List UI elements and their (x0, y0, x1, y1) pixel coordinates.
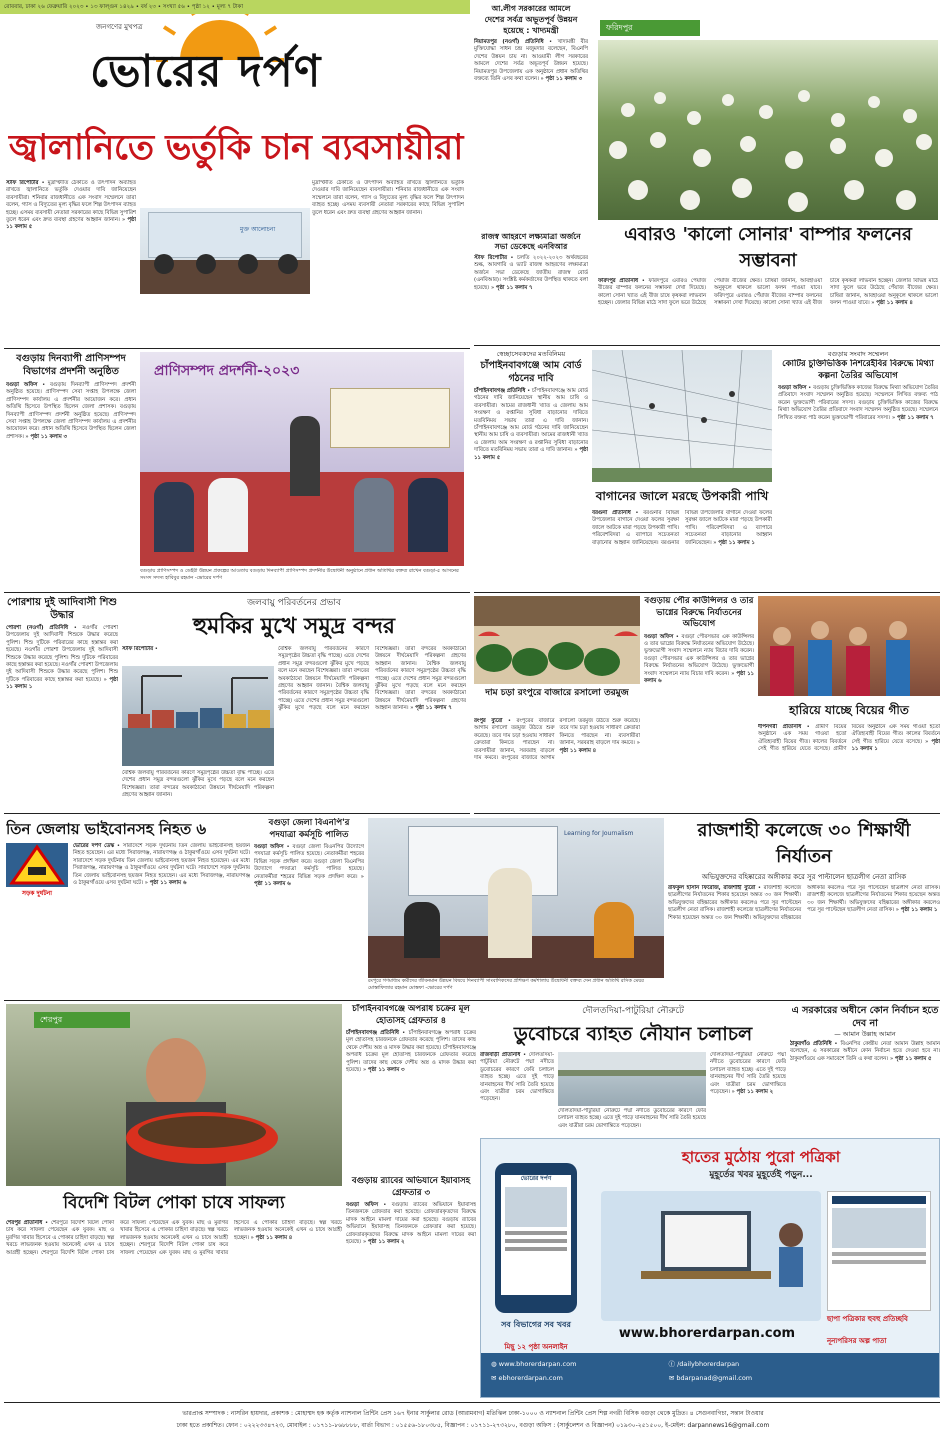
byline: পোরশা (নওগাঁ) প্রতিনিধি (6, 625, 69, 631)
ad-mail-link[interactable]: bdarpanad@gmail.com (676, 1374, 753, 1382)
photo-credit: -ভোরের দর্পণ (194, 574, 222, 581)
divider (4, 1402, 940, 1403)
masthead (0, 14, 470, 118)
continue-marker: » (360, 873, 364, 880)
watermelon-icon (474, 596, 640, 684)
continue-marker: » (250, 1234, 256, 1241)
date-line: রোববার, ঢাকা ২৬ ফেব্রুয়ারি ২০২৩ • ১৩ ফাল্গুন ১৪২৯ • বর্ষ ২৩ • সংখ্যা ৫৬ • পৃষ্ঠা ১২ • মূল্য ৭ টাকা (4, 4, 244, 10)
rajshahi-body: রফিকুল হাসান ফিরোজ, রাজশাহী ব্যুরো • রাজশাহী কলেজে ছাত্রলীগের নির্যাতনের শিকার হয়েছেন অন্তত ৩০ জন শিক্ষার্থী। অভিযুক্তদের বহিষ্কারের অঙ্গীকার করলেও পরে সুর পাল্টেছেন ছাত্রলীগ নেতা রাসিক। রাজশাহী কলেজে ছাত্রলীগের নির্যাতনের শিকার হয়েছেন অন্তত ৩০ জন শিক্ষার্থী। অভিযুক্তদের বহিষ্কারের অঙ্গীকার করলেও পরে সুর পাল্টেছেন ছাত্রলীগ নেতা রাসিক। রাজশাহী কলেজে ছাত্রলীগের নির্যাতনের শিকার হয়েছেন অন্তত ৩০ জন শিক্ষার্থী। অভিযুক্তদের বহিষ্কারের অঙ্গীকার করলেও পরে সুর পাল্টেছেন ছাত্রলীগ নেতা রাসিক। » পৃষ্ঠা ১১ কলাম ১ (668, 885, 940, 921)
epaper-ad[interactable] (480, 1138, 940, 1398)
climate-body-c (122, 770, 274, 810)
divider (4, 813, 470, 814)
election-headline: এ সরকারের অধীনে কোন নির্বাচন হতে দেব না (791, 1005, 939, 1029)
awami-kicker: আ.লীগ সরকারের আমলে (491, 4, 571, 13)
mango-story (474, 350, 588, 590)
watermelon-photo (474, 596, 640, 684)
divider (4, 1000, 940, 1001)
byline: স্টাফ রিপোর্টার (6, 180, 39, 186)
story-text: ফরিদপুরে এবারও পেঁয়াজ বীজের বাম্পার ফলনের সম্ভাবনা দেখা দিয়েছে। কালো সোনা খ্যাত এই বীজ চাষে কৃষকরা লাভবান হচ্ছেন। জেলার বিভিন্ন মাঠে সাদা ফুলে ভরে উঠেছে পেঁয়াজ বীজের ক্ষেত। চাষিরা জানান, আবহাওয়া অনুকূলে থাকলে ভালো ফলন পাওয়া যাবে। (598, 278, 822, 307)
continue-page: পৃষ্ঠা ১১ কলাম ৪ (255, 1234, 293, 1241)
ad-contacts (481, 1353, 939, 1397)
story-text: গ্রামীণ বিয়ের অনুষ্ঠানে এক সময় গাওয়া হতো ঐতিহ্যবাহী বিয়ের গীত। কালের বিবর্তনে সেই গীত হারিয়ে যেতে বসেছে। (833, 724, 940, 753)
nbr-story (474, 232, 588, 344)
continue-page: পৃষ্ঠা ১১ কলাম ১ (900, 907, 938, 914)
continue-marker: » (731, 1089, 737, 1096)
reader-laptop-icon (601, 1191, 821, 1321)
byline: বগুড়া অফিস (778, 385, 807, 391)
watermelon-headline: দাম চড়া রংপুরে বাজারে রসালো তরমুজ (485, 688, 629, 698)
continue-page: পৃষ্ঠা ১১ কলাম ২ (367, 1239, 405, 1246)
birds-photo (592, 350, 772, 482)
birds-headline: বাগানের জালে মরছে উপকারী পাখি (595, 489, 769, 503)
story-text: ফরিদপুরে এবারও পেঁয়াজ বীজের বাম্পার ফলনের সম্ভাবনা দেখা দিয়েছে। কালো সোনা খ্যাত এই বীজ চাষে কৃষকরা লাভবান হচ্ছেন। জেলার বিভিন্ন মাঠে সাদা ফুলে ভরে উঠেছে পেঁয়াজ বীজের ক্ষেত। চাষিরা জানান, আবহাওয়া অনুকূলে থাকলে ভালো ফলন পাওয়া যাবে। (714, 278, 938, 307)
continue-page: পৃষ্ঠা ১১ কলাম ৭ (495, 284, 533, 291)
ferry-body-c (710, 1052, 786, 1132)
byline: স্টাফ রিপোর্টার (122, 646, 154, 652)
continue-page: পৃষ্ঠা ১১ কলাম ৭ (896, 414, 934, 421)
continue-page: পৃষ্ঠা ১১ কলাম ৫ (474, 447, 588, 461)
ad-note-1: ছাপা পত্রিকার হুবহু প্রতিচ্ছবি (827, 1315, 908, 1323)
divider (4, 592, 470, 593)
faridpur-body: ফরিদপুর প্রতিনিধি • ফরিদপুরে এবারও পেঁয়াজ বীজের বাম্পার ফলনের সম্ভাবনা দেখা দিয়েছে। কালো সোনা খ্যাত এই বীজ চাষে কৃষকরা লাভবান হচ্ছেন। জেলার বিভিন্ন মাঠে সাদা ফুলে ভরে উঠেছে পেঁয়াজ বীজের ক্ষেত। চাষিরা জানান, আবহাওয়া অনুকূলে থাকলে ভালো ফলন পাওয়া যাবে। ফরিদপুরে এবারও পেঁয়াজ বীজের বাম্পার ফলনের সম্ভাবনা দেখা দিয়েছে। কালো সোনা খ্যাত এই বীজ চাষে কৃষকরা লাভবান হচ্ছেন। জেলার বিভিন্ন মাঠে সাদা ফুলে ভরে উঠেছে পেঁয়াজ বীজের ক্ষেত। চাষিরা জানান, আবহাওয়া অনুকূলে থাকলে ভালো ফলন পাওয়া যাবে। » পৃষ্ঠা ১১ কলাম ৪ (598, 278, 938, 307)
accident-headline: তিন জেলায় ভাইবোনসহ নিহত ৬ (6, 820, 207, 838)
byline: চাঁপাইনবাবগঞ্জ প্রতিনিধি (346, 1030, 399, 1036)
lead-photo-sign: মুক্ত আলোচনা (240, 226, 276, 233)
mail-icon: ✉ (491, 1374, 499, 1382)
story-text: বরগুনার বিভিন্ন উপজেলার বাগানে দেওয়া ফলের সুরক্ষা জালে আটকে মারা পড়ছে উপকারী পাখি। পরিবেশবিদরা এ ব্যাপারে সচেতনতা বাড়ানোর আহ্বান জানিয়েছেন। (660, 510, 772, 546)
ad-url[interactable]: www.bhorerdarpan.com (618, 1326, 796, 1341)
bnp-body: বগুড়া অফিস • বগুড়া জেলা বিএনপির উদ্যোগে পদযাত্রা কর্মসূচি পালিত হয়েছে। নেতাকর্মীরা শহরের বিভিন্ন সড়ক প্রদক্ষিণ করে। বগুড়া জেলা বিএনপির উদ্যোগে পদযাত্রা কর্মসূচি পালিত হয়েছে। নেতাকর্মীরা শহরের বিভিন্ন সড়ক প্রদক্ষিণ করে। » পৃষ্ঠা ১১ কলাম ৬ (254, 844, 364, 888)
story-text: বগুড়া জেলা বিএনপির উদ্যোগে পদযাত্রা কর্মসূচি পালিত হয়েছে। নেতাকর্মীরা শহরের বিভিন্ন সড়ক প্রদক্ষিণ করে। (254, 858, 364, 880)
imprint-footer (6, 1408, 940, 1448)
story-text: বরগুনার বিভিন্ন উপজেলার বাগানে দেওয়া ফলের সুরক্ষা জালে আটকে মারা পড়ছে উপকারী পাখি। পরিবেশবিদরা এ ব্যাপারে সচেতনতা বাড়ানোর আহ্বান জানিয়েছেন। (592, 510, 679, 546)
climate-headline: হুমকির মুখে সমুদ্র বন্দর (193, 614, 395, 639)
continue-page: পৃষ্ঠা ১১ কলাম ৬ (254, 881, 291, 888)
continue-marker: » (925, 738, 932, 745)
continue-marker: » (490, 284, 496, 291)
ad-page-badge: মিছু ১২ পৃষ্ঠা অনলাইন (504, 1343, 568, 1351)
section-label: শেরপুর (40, 1015, 63, 1024)
byline: শেরপুর প্রতিনিধি (6, 1220, 43, 1226)
continue-page: পৃষ্ঠা ১১ কলাম ৩ (367, 1067, 405, 1074)
bogura-press-body: বগুড়া অফিস • বগুড়ায় চুক্তিভিত্তিক কাজের বিরুদ্ধে মিথ্যা অভিযোগ তৈরির প্রতিবাদে সংবাদ সম্মেলন অনুষ্ঠিত হয়েছে। সম্মেলনে লিখিত বক্তব্য পাঠ করেন ভুক্তভোগী পরিবারের সদস্য। বগুড়ায় চুক্তিভিত্তিক কাজের বিরুদ্ধে মিথ্যা অভিযোগ তৈরির প্রতিবাদে সংবাদ সম্মেলন অনুষ্ঠিত হয়েছে। সম্মেলনে লিখিত বক্তব্য পাঠ করেন ভুক্তভোগী পরিবারের সদস্য। » পৃষ্ঠা ১১ কলাম ৭ (778, 385, 938, 421)
continue-marker: » (895, 907, 901, 914)
continue-marker: » (892, 414, 897, 421)
election-story (790, 1004, 940, 1134)
rajshahi-story (668, 818, 940, 994)
workshop-caption (368, 978, 664, 998)
continue-page: পৃষ্ঠা ১১ কলাম ২ (736, 1089, 774, 1096)
awami-body: নিয়ামতপুর (নওগাঁ) প্রতিনিধি • খাদ্যমন্ত্রী বীর মুক্তিযোদ্ধা সাধন চন্দ্র মজুমদার বলেছেন, বিএনপি দেশের উন্নয়ন চায় না। আওয়ামী লীগ সরকারের আমলে দেশের সর্বত্র অভূতপূর্ব উন্নয়ন হয়েছে। নিয়ামতপুর উপজেলায় এক অনুষ্ঠানে প্রধান অতিথির বক্তব্যে তিনি এসব কথা বলেন। » পৃষ্ঠা ১১ কলাম ৩ (474, 39, 588, 83)
climate-body-b (190, 646, 274, 666)
story-text: সারাদেশে সড়ক দুর্ঘটনায় তিন জেলায় ভাইবোনসহ ছয়জন নিহত হয়েছেন। এর মধ্যে সিরাজগঞ্জ, নারায়ণগঞ্জ ও ঠাকুরগাঁওয়ে এসব দুর্ঘটনা ঘটে। (73, 865, 250, 887)
expo-banner: প্রাণিসম্পদ প্রদর্শনী-২০২৩ (154, 363, 300, 379)
story-text: শেরপুরে বিদেশি বিটল পোকা চাষ করে সাফল্য পেয়েছেন এক যুবক। মাছ ও মুরগির খাবার হিসেবে এ পোকার চাহিদা বাড়ছে। স্বল্প খরচে লাভজনক হওয়ায় অনেকেই এখন এ চাষে আগ্রহী হচ্ছেন। (40, 1220, 228, 1256)
continue-page: পৃষ্ঠা ১১ কলাম ৬ (644, 670, 754, 684)
continue-marker: » (889, 1055, 895, 1062)
continue-page: পৃষ্ঠা ১১ কলাম ৪ (876, 300, 913, 307)
story-text: সারাদেশে সড়ক দুর্ঘটনায় তিন জেলায় ভাইবোনসহ ছয়জন নিহত হয়েছেন। এর মধ্যে সিরাজগঞ্জ, নারায়ণগঞ্জ ও ঠাকুরগাঁওয়ে এসব দুর্ঘটনা ঘটে। (73, 843, 250, 857)
sherpur-headline: বিদেশি বিটল পোকা চাষে সাফল্য (63, 1193, 285, 1213)
globe-icon: ◍ (491, 1360, 499, 1368)
climate-body-a: স্টাফ রিপোর্টার • (122, 646, 158, 652)
awami-headline: দেশের সর্বত্র অভূতপূর্ব উন্নয়ন হয়েছে : খাদ্যমন্ত্রী (484, 15, 578, 35)
story-text: মুদ্রাস্ফীতি ঠেকাতে ও উৎপাদন অব্যাহত রাখতে জ্বালানিতে ভর্তুকি দেওয়ার দাবি জানিয়েছেন ব্যবসায়ীরা। শনিবার রাজধানীতে এক সংবাদ সম্মেলনে তারা বলেন, গ্যাস ও বিদ্যুতের মূল্য বৃদ্ধির ফলে শিল্প উৎপাদন ব্যাহত হচ্ছে। এসময় ব্যবসায়ী নেতারা সরকারের কাছে বিভিন্ন সুপারিশ তুলে ধরেন এবং দ্রুত ব্যবস্থা গ্রহণের আহ্বান জানান। (6, 180, 136, 224)
byline: রাজবাড়ী প্রতিনিধি (480, 1052, 521, 1058)
continue-marker: » (144, 880, 150, 887)
byline: ভোরের দর্পণ ডেস্ক (73, 843, 115, 849)
ad-title: হাতের মুঠোয় পুরো পত্রিকা (681, 1148, 841, 1166)
phone-paper-brand: ভোরের দর্পণ (520, 1175, 552, 1182)
story-text: বিএনপির কেন্দ্রীয় নেতা আমান উল্লাহ আমান বলেছেন, এ সরকারের অধীনে কোন নির্বাচন হতে দেওয়া হবে না। ঠাকুরগাঁওয়ে এক সমাবেশে তিনি এ কথা বলেন। (790, 1041, 940, 1062)
accident-body: সড়ক দুর্ঘটনা ভোরের দর্পণ ডেস্ক • সারাদেশে সড়ক দুর্ঘটনায় তিন জেলায় ভাইবোনসহ ছয়জন নিহত হয়েছেন। এর মধ্যে সিরাজগঞ্জ, নারায়ণগঞ্জ ও ঠাকুরগাঁওয়ে এসব দুর্ঘটনা ঘটে। সারাদেশে সড়ক দুর্ঘটনায় তিন জেলায় ভাইবোনসহ ছয়জন নিহত হয়েছেন। এর মধ্যে সিরাজগঞ্জ, নারায়ণগঞ্জ ও ঠাকুরগাঁওয়ে এসব দুর্ঘটনা ঘটে। সারাদেশে সড়ক দুর্ঘটনায় তিন জেলায় ভাইবোনসহ ছয়জন নিহত হয়েছেন। এর মধ্যে সিরাজগঞ্জ, নারায়ণগঞ্জ ও ঠাকুরগাঁওয়ে এসব দুর্ঘটনা ঘটে। » পৃষ্ঠা ১১ কলাম ৬ (6, 843, 250, 993)
continue-page: পৃষ্ঠা ১১ কলাম ৫ (6, 217, 136, 231)
story-text: চাঁপাইনবাবগঞ্জে অপরাধ চক্রের মূল হোতাসহ চারজনকে গ্রেফতার করেছে পুলিশ। তাদের কাছ থেকে দেশীয় অস্ত্র ও মাদক উদ্ধার করা হয়েছে। (346, 1030, 476, 1051)
continue-page: পৃষ্ঠা ১১ কলাম ৩ (545, 76, 583, 83)
continue-marker: » (713, 539, 719, 546)
women-singing-icon (758, 596, 940, 696)
story-text: চাঁপাইনবাবগঞ্জে আম বোর্ড গঠনের দাবি জানিয়েছেন স্থানীয় আম চাষি ও ব্যবসায়ীরা। আমের রাজধানী খ্যাত এ জেলায় আম সংরক্ষণ ও রপ্তানির সুবিধা বাড়ানোর দাবিতে মতবিনিময় সভায় তারা এ দাবি জানান। (474, 388, 588, 424)
story-text: বগুড়া জেলা বিএনপির উদ্যোগে পদযাত্রা কর্মসূচি পালিত হয়েছে। নেতাকর্মীরা শহরের বিভিন্ন সড়ক প্রদক্ষিণ করে। (254, 844, 364, 865)
rajshahi-headline: রাজশাহী কলেজে ৩০ শিক্ষার্থী নির্যাতন (697, 820, 911, 867)
sherpur-photo (6, 1004, 342, 1186)
ad-facebook-link[interactable]: /dailybhorerdarpan (677, 1360, 740, 1368)
continue-page: পৃষ্ঠা ১১ কলাম ৩ (30, 433, 67, 440)
continue-page: পৃষ্ঠা ১১ কলাম ৬ (149, 880, 187, 887)
beetle-farmer-icon (6, 1004, 342, 1186)
byline: স্টাফ রিপোর্টার (474, 255, 507, 261)
continue-marker: » (362, 1067, 368, 1074)
story-text: নওগাঁর পোরশা উপজেলায় দুই আদিবাসী শিশুকে উদ্ধার করেছে পুলিশ। শিশু দুটিকে পরিবারের কাছে হস্তান্তর করা হয়েছে। (6, 662, 118, 683)
ad-note-3: নূন্যপরিসর অল্প পাতা (827, 1337, 887, 1345)
continue-marker: » (362, 1239, 368, 1246)
bogura-expo-body: বগুড়া অফিস • বগুড়ায় দিনব্যাপী প্রাণিসম্পদ প্রদর্শনী অনুষ্ঠিত হয়েছে। প্রাণিসম্পদ সেবা সপ্তাহ উপলক্ষে জেলা প্রাণিসম্পদ কার্যালয় এ প্রদর্শনীর আয়োজন করে। প্রধান অতিথি হিসেবে উপস্থিত ছিলেন জেলা প্রশাসক। বগুড়ায় দিনব্যাপী প্রাণিসম্পদ প্রদর্শনী অনুষ্ঠিত হয়েছে। প্রাণিসম্পদ সেবা সপ্তাহ উপলক্ষে জেলা প্রাণিসম্পদ কার্যালয় এ প্রদর্শনীর আয়োজন করে। প্রধান অতিথি হিসেবে উপস্থিত ছিলেন জেলা প্রশাসক। » পৃষ্ঠা ১১ কলাম ৩ (6, 382, 136, 440)
lead-photo (140, 208, 310, 294)
continue-page: পৃষ্ঠা ১১ কলাম ৫ (894, 1055, 932, 1062)
lead-body-col2 (312, 180, 464, 350)
councillor-headline: বগুড়ায় পৌর কাউন্সিলর ও তার ভাগ্নের বিরুদ্ধে নির্যাতনের অভিযোগ (644, 596, 754, 629)
bogura-expo-story (6, 352, 136, 592)
ferry-headline: ডুবোচরে ব্যাহত নৌযান চলাচল (513, 1023, 753, 1045)
byline: নিয়ামতপুর (নওগাঁ) প্রতিনিধি (474, 39, 544, 45)
continue-marker: » (410, 705, 416, 712)
story-text: বৈশ্বিক জলবায়ু পরিবর্তনের কারণে সমুদ্রপৃষ্ঠের উচ্চতা বৃদ্ধি পাচ্ছে। এতে দেশের প্রধান সমুদ্র বন্দরগুলো ঝুঁকির মুখে পড়ছে বলে মনে করছেন বিশেষজ্ঞরা। তারা বন্দরের অবকাঠামো উন্নয়নে দীর্ঘমেয়াদি পরিকল্পনা গ্রহণের আহ্বান জানান। (278, 646, 369, 690)
story-text: বগুড়ায় র‌্যাবের অভিযানে ইয়াবাসহ তিনজনকে গ্রেফতার করা হয়েছে। গ্রেফতারকৃতদের বিরুদ্ধে মাদক আইনে মামলা দায়ের করা হয়েছে। (346, 1216, 476, 1246)
continue-page: পৃষ্ঠা ১১ কলাম ১ (6, 676, 118, 691)
continue-page: পৃষ্ঠা ১১ কলাম ৭ (415, 705, 452, 712)
continue-marker: » (574, 447, 580, 454)
election-subhead: — আমান উল্লাহ আমান (834, 1030, 896, 1038)
story-text: বগুড়ায় চুক্তিভিত্তিক কাজের বিরুদ্ধে মিথ্যা অভিযোগ তৈরির প্রতিবাদে সংবাদ সম্মেলন অনুষ্ঠিত হয়েছে। সম্মেলনে লিখিত বক্তব্য পাঠ করেন ভুক্তভোগী পরিবারের সদস্য। (778, 399, 938, 421)
nbr-headline: রাজস্ব আহরণে লক্ষ্যমাত্রা অর্জনে সভা ডেকেছে এনবিআর (481, 232, 581, 251)
wedding-headline: হারিয়ে যাচ্ছে বিয়ের গীত (789, 703, 909, 717)
continue-marker: » (871, 300, 877, 307)
porsha-headline: পোরশায় দুই আদিবাসী শিশু উদ্ধার (7, 597, 117, 621)
story-text: সারাদেশে সড়ক দুর্ঘটনায় তিন জেলায় ভাইবোনসহ ছয়জন নিহত হয়েছেন। এর মধ্যে সিরাজগঞ্জ, নারায়ণগঞ্জ ও ঠাকুরগাঁওয়ে এসব দুর্ঘটনা ঘটে। (73, 857, 250, 872)
photo-credit: -ভোরের দর্পণ (425, 984, 453, 991)
bogura-expo-headline: বগুড়ায় দিনব্যাপী প্রাণিসম্পদ বিভাগের প্রদর্শনী অনুষ্ঠিত (16, 353, 126, 377)
chapai-crime-story (346, 1004, 476, 1172)
story-text: নওগাঁর পোরশা উপজেলায় দুই আদিবাসী শিশুকে উদ্ধার করেছে পুলিশ। শিশু দুটিকে পরিবারের কাছে হস্তান্তর করা হয়েছে। (6, 625, 118, 654)
masthead-tagline: জনগণের মুখপত্র (96, 23, 143, 31)
divider (474, 592, 940, 593)
bogura-press-kicker: বগুড়ায় সংবাদ সম্মেলন (827, 350, 889, 358)
story-text: বৈশ্বিক জলবায়ু পরিবর্তনের কারণে সমুদ্রপৃষ্ঠের উচ্চতা বৃদ্ধি পাচ্ছে। এতে দেশের প্রধান সমুদ্র বন্দরগুলো ঝুঁকির মুখে পড়ছে বলে মনে করছেন বিশেষজ্ঞরা। তারা বন্দরের অবকাঠামো উন্নয়নে দীর্ঘমেয়াদি পরিকল্পনা গ্রহণের আহ্বান জানান। (375, 660, 466, 712)
lead-body: স্টাফ রিপোর্টার • মুদ্রাস্ফীতি ঠেকাতে ও উৎপাদন অব্যাহত রাখতে জ্বালানিতে ভর্তুকি দেওয়ার দাবি জানিয়েছেন ব্যবসায়ীরা। শনিবার রাজধানীতে এক সংবাদ সম্মেলনে তারা বলেন, গ্যাস ও বিদ্যুতের মূল্য বৃদ্ধির ফলে শিল্প উৎপাদন ব্যাহত হচ্ছে। এসময় ব্যবসায়ী নেতারা সরকারের কাছে বিভিন্ন সুপারিশ তুলে ধরেন এবং দ্রুত ব্যবস্থা গ্রহণের আহ্বান জানান। » পৃষ্ঠা ১১ কলাম ৫ (6, 180, 136, 231)
story-text: রাজশাহী কলেজে ছাত্রলীগের নির্যাতনের শিকার হয়েছেন অন্তত ৩০ জন শিক্ষার্থী। অভিযুক্তদের বহিষ্কারের অঙ্গীকার করলেও পরে সুর পাল্টেছেন ছাত্রলীগ নেতা রাসিক। (668, 885, 940, 921)
faridpur-headline: এবারও 'কালো সোনার' বাম্পার ফলনের সম্ভাবনা (624, 224, 912, 271)
story-text: নওগাঁর পোরশা উপজেলায় দুই আদিবাসী শিশুকে উদ্ধার করেছে পুলিশ। শিশু দুটিকে পরিবারের কাছে হস্তান্তর করা হয়েছে। (6, 647, 118, 669)
continue-page: পৃষ্ঠা ১১ কলাম ১ (851, 738, 940, 753)
byline: ফরিদপুর প্রতিনিধি (598, 278, 639, 284)
facebook-icon: ⓕ (668, 1360, 678, 1368)
continue-page: পৃষ্ঠা ১১ কলাম ৪ (559, 747, 597, 754)
ad-email-link[interactable]: ebhorerdarpan.com (498, 1374, 563, 1382)
story-text: রাজশাহী কলেজে ছাত্রলীগের নির্যাতনের শিকার হয়েছেন অন্তত ৩০ জন শিক্ষার্থী। অভিযুক্তদের বহিষ্কারের অঙ্গীকার করলেও পরে সুর পাল্টেছেন ছাত্রলীগ নেতা রাসিক। (668, 885, 802, 914)
councillor-story (644, 596, 754, 810)
road-accident-icon (6, 843, 68, 887)
bnp-story (254, 818, 364, 994)
election-body: ঠাকুরগাঁও প্রতিনিধি • বিএনপির কেন্দ্রীয় নেতা আমান উল্লাহ আমান বলেছেন, এ সরকারের অধীনে কোন নির্বাচন হতে দেওয়া হবে না। ঠাকুরগাঁওয়ে এক সমাবেশে তিনি এ কথা বলেন। » পৃষ্ঠা ১১ কলাম ৫ (790, 1041, 940, 1062)
mail-icon: ✉ (668, 1374, 677, 1382)
sherpur-body: শেরপুর প্রতিনিধি • শেরপুরে বিদেশি বিটল পোকা চাষ করে সাফল্য পেয়েছেন এক যুবক। মাছ ও মুরগির খাবার হিসেবে এ পোকার চাহিদা বাড়ছে। স্বল্প খরচে লাভজনক হওয়ায় অনেকেই এখন এ চাষে আগ্রহী হচ্ছেন। শেরপুরে বিদেশি বিটল পোকা চাষ করে সাফল্য পেয়েছেন এক যুবক। মাছ ও মুরগির খাবার হিসেবে এ পোকার চাহিদা বাড়ছে। স্বল্প খরচে লাভজনক হওয়ায় অনেকেই এখন এ চাষে আগ্রহী হচ্ছেন। শেরপুরে বিদেশি বিটল পোকা চাষ করে সাফল্য পেয়েছেন এক যুবক। মাছ ও মুরগির খাবার হিসেবে এ পোকার চাহিদা বাড়ছে। স্বল্প খরচে লাভজনক হওয়ায় অনেকেই এখন এ চাষে আগ্রহী হচ্ছেন। » পৃষ্ঠা ১১ কলাম ৪ (6, 1220, 342, 1256)
story-text: বৈশ্বিক জলবায়ু পরিবর্তনের কারণে সমুদ্রপৃষ্ঠের উচ্চতা বৃদ্ধি পাচ্ছে। এতে দেশের প্রধান সমুদ্র বন্দরগুলো ঝুঁকির মুখে পড়ছে বলে মনে করছেন বিশেষজ্ঞরা। তারা বন্দরের অবকাঠামো উন্নয়নে দীর্ঘমেয়াদি পরিকল্পনা গ্রহণের আহ্বান জানান। (278, 646, 466, 712)
porsha-story (6, 596, 118, 812)
nbr-body: স্টাফ রিপোর্টার • চলতি ২০২২-২০২৩ অর্থবছরের শুল্ক, আবগারি ও ভ্যাট রাজস্ব আহরণের লক্ষ্যমাত্রা অর্জনে সভা ডেকেছে জাতীয় রাজস্ব বোর্ড (এনবিআর)। সংশ্লিষ্ট কর্মকর্তাদের উপস্থিত থাকতে বলা হয়েছে। » পৃষ্ঠা ১১ কলাম ৭ (474, 255, 588, 291)
divider (4, 348, 470, 349)
story-text: রংপুরের বাজারে আগাম রসালো তরমুজ উঠতে শুরু করেছে। তবে দাম চড়া হওয়ায় সাধারণ ক্রেতারা কিনতে পারছেন না। ব্যবসায়ীরা জানান, সরবরাহ বাড়লে দাম কমবে। (501, 718, 640, 762)
continue-marker: » (103, 676, 110, 683)
ad-paper-stack (827, 1191, 931, 1311)
byline: বগুড়া অফিস (254, 844, 284, 850)
ad-phone (495, 1163, 577, 1313)
story-text: চলতি ২০২২-২০২৩ অর্থবছরের শুল্ক, আবগারি ও ভ্যাট রাজস্ব আহরণের লক্ষ্যমাত্রা অর্জনে সভা ডেকেছে জাতীয় রাজস্ব বোর্ড (এনবিআর)। সংশ্লিষ্ট কর্মকর্তাদের উপস্থিত থাকতে বলা হয়েছে। (474, 255, 588, 291)
bogura-expo-photo (140, 352, 464, 566)
story-text: শেরপুরে বিদেশি বিটল পোকা চাষ করে সাফল্য পেয়েছেন এক যুবক। মাছ ও মুরগির খাবার হিসেবে এ পোকার চাহিদা বাড়ছে। স্বল্প খরচে লাভজনক হওয়ায় অনেকেই এখন এ চাষে আগ্রহী হচ্ছেন। (120, 1220, 342, 1256)
councillor-body: বগুড়া অফিস • বগুড়া পৌরসভার এক কাউন্সিলর ও তার ভাগ্নের বিরুদ্ধে নির্যাতনের অভিযোগ উঠেছে। ভুক্তভোগী সংবাদ সম্মেলনে ন্যায় বিচার দাবি করেন। বগুড়া পৌরসভার এক কাউন্সিলর ও তার ভাগ্নের বিরুদ্ধে নির্যাতনের অভিযোগ উঠেছে। ভুক্তভোগী সংবাদ সম্মেলনে ন্যায় বিচার দাবি করেন। » পৃষ্ঠা ১১ কলাম ৬ (644, 633, 754, 684)
story-text: দৌলতদিয়া-পাটুরিয়া নৌরুটে পদ্মা নদীতে ডুবোচরের কারণে ফেরি চলাচল ব্যাহত হচ্ছে। এতে দুই পাড়ে যানবাহনের দীর্ঘ সারি তৈরি হয়েছে এবং যাত্রীরা চরম ভোগান্তিতে পড়েছেন। (558, 1108, 706, 1129)
rab-bogura-body: বগুড়া অফিস • বগুড়ায় র‌্যাবের অভিযানে ইয়াবাসহ তিনজনকে গ্রেফতার করা হয়েছে। গ্রেফতারকৃতদের বিরুদ্ধে মাদক আইনে মামলা দায়ের করা হয়েছে। বগুড়ায় র‌্যাবের অভিযানে ইয়াবাসহ তিনজনকে গ্রেফতার করা হয়েছে। গ্রেফতারকৃতদের বিরুদ্ধে মাদক আইনে মামলা দায়ের করা হয়েছে। » পৃষ্ঠা ১১ কলাম ২ (346, 1202, 476, 1246)
story-text: গ্রামীণ বিয়ের অনুষ্ঠানে এক সময় গাওয়া হতো ঐতিহ্যবাহী বিয়ের গীত। কালের বিবর্তনে সেই গীত হারিয়ে যেতে বসেছে। (758, 724, 847, 753)
story-text: দৌলতদিয়া-পাটুরিয়া নৌরুটে পদ্মা নদীতে ডুবোচরের কারণে ফেরি চলাচল ব্যাহত হচ্ছে। এতে দুই পাড়ে যানবাহনের দীর্ঘ সারি তৈরি হয়েছে এবং যাত্রীরা চরম ভোগান্তিতে পড়েছেন। (710, 1052, 786, 1096)
rab-bogura-headline: বগুড়ায় র‌্যাবের অভিযানে ইয়াবাসহ গ্রেফতার ৩ (351, 1176, 471, 1198)
story-text: খাদ্যমন্ত্রী বীর মুক্তিযোদ্ধা সাধন চন্দ্র মজুমদার বলেছেন, বিএনপি দেশের উন্নয়ন চায় না। আওয়ামী লীগ সরকারের আমলে দেশের সর্বত্র অভূতপূর্ব উন্নয়ন হয়েছে। নিয়ামতপুর উপজেলায় এক অনুষ্ঠানে প্রধান অতিথির বক্তব্যে তিনি এসব কথা বলেন। (474, 39, 588, 83)
sign-label: সড়ক দুর্ঘটনা (6, 887, 68, 901)
story-text: চাঁপাইনবাবগঞ্জে অপরাধ চক্রের মূল হোতাসহ চারজনকে গ্রেফতার করেছে পুলিশ। তাদের কাছ থেকে দেশীয় অস্ত্র ও মাদক উদ্ধার করা হয়েছে। (346, 1044, 476, 1074)
accident-story (6, 818, 250, 994)
climate-kicker: জলবায়ু পরিবর্তনের প্রভাব (247, 598, 341, 608)
bnp-headline: বগুড়া জেলা বিএনপি'র পদযাত্রা কর্মসূচি পালিত (268, 818, 350, 840)
ad-subtitle: মুহূর্তের খবর মুহূর্তেই পড়ুন... (709, 1170, 813, 1180)
ad-note-2: সব বিভাগের সব খবর (501, 1320, 571, 1329)
continue-page: পৃষ্ঠা ১১ কলাম ১ (718, 539, 755, 546)
story-text: বগুড়া পৌরসভার এক কাউন্সিলর ও তার ভাগ্নের বিরুদ্ধে নির্যাতনের অভিযোগ উঠেছে। ভুক্তভোগী সংবাদ সম্মেলনে ন্যায় বিচার দাবি করেন। (644, 633, 754, 655)
bogura-press-headline: কোটির চুক্তিভিত্তিক নিশরেইবির বিরুদ্ধে মিথ্যা কল্পনা তৈরির অভিযোগ (782, 359, 934, 381)
climate-body (278, 646, 466, 810)
photo-caption: রংপুরে গণমাধ্যম কর্মীদের জীবনমান উন্নয়ন বিষয়ে দিনব্যাপী সাংবাদিকদের প্রশিক্ষণ কর্মশালায় উদ্বোধনী বক্তব্য দেন প্রধান অতিথি রসিক মেয়র মোস্তাফিজার রহমান মোস্তফা (368, 978, 644, 991)
story-text: মুদ্রাস্ফীতি ঠেকাতে ও উৎপাদন অব্যাহত রাখতে জ্বালানিতে ভর্তুকি দেওয়ার দাবি জানিয়েছেন ব্যবসায়ীরা। শনিবার রাজধানীতে এক সংবাদ সম্মেলনে তারা বলেন, গ্যাস ও বিদ্যুতের মূল্য বৃদ্ধির ফলে শিল্প উৎপাদন ব্যাহত হচ্ছে। এসময় ব্যবসায়ী নেতারা সরকারের কাছে বিভিন্ন সুপারিশ তুলে ধরেন এবং দ্রুত ব্যবস্থা গ্রহণের আহ্বান জানান। (312, 180, 464, 216)
ferry-photo (558, 1052, 706, 1106)
story-text: দৌলতদিয়া-পাটুরিয়া নৌরুটে পদ্মা নদীতে ডুবোচরের কারণে ফেরি চলাচল ব্যাহত হচ্ছে। এতে দুই পাড়ে যানবাহনের দীর্ঘ সারি তৈরি হয়েছে এবং যাত্রীরা চরম ভোগান্তিতে পড়েছেন। (480, 1052, 554, 1103)
story-text: বগুড়া পৌরসভার এক কাউন্সিলর ও তার ভাগ্নের বিরুদ্ধে নির্যাতনের অভিযোগ উঠেছে। ভুক্তভোগী সংবাদ সম্মেলনে ন্যায় বিচার দাবি করেন। (644, 655, 754, 677)
ferry-kicker: দৌলতদিয়া-পাটুরিয়া নৌরুটে (582, 1006, 684, 1016)
onion-field-icon (598, 40, 938, 220)
story-text: রাজশাহী কলেজে ছাত্রলীগের নির্যাতনের শিকার হয়েছেন অন্তত ৩০ জন শিক্ষার্থী। অভিযুক্তদের বহিষ্কারের অঙ্গীকার করলেও পরে সুর পাল্টেছেন ছাত্রলীগ নেতা রাসিক। (807, 892, 940, 914)
byline: বগুড়া অফিস (6, 382, 38, 388)
watermelon-body: রংপুর ব্যুরো • রংপুরের বাজারে আগাম রসালো তরমুজ উঠতে শুরু করেছে। তবে দাম চড়া হওয়ায় সাধারণ ক্রেতারা কিনতে পারছেন না। ব্যবসায়ীরা জানান, সরবরাহ বাড়লে দাম কমবে। রংপুরের বাজারে আগাম রসালো তরমুজ উঠতে শুরু করেছে। তবে দাম চড়া হওয়ায় সাধারণ ক্রেতারা কিনতে পারছেন না। ব্যবসায়ীরা জানান, সরবরাহ বাড়লে দাম কমবে। » পৃষ্ঠা ১১ কলাম ৪ (474, 718, 640, 762)
byline: চাঁপাইনবাবগঞ্জ প্রতিনিধি (474, 388, 526, 394)
wedding-photo (758, 596, 940, 696)
story-text: বগুড়ায় চুক্তিভিত্তিক কাজের বিরুদ্ধে মিথ্যা অভিযোগ তৈরির প্রতিবাদে সংবাদ সম্মেলন অনুষ্ঠিত হয়েছে। সম্মেলনে লিখিত বক্তব্য পাঠ করেন ভুক্তভোগী পরিবারের সদস্য। (778, 385, 938, 406)
mango-headline: চাঁপাইনবাবগঞ্জে আম বোর্ড গঠনের দাবি (480, 360, 582, 384)
masthead-name: ভোরের দর্পণ (90, 46, 322, 97)
bogura-expo-caption (140, 568, 464, 590)
ferry-body-b (558, 1108, 706, 1132)
workshop-banner: Learning for Journalism (564, 830, 634, 837)
ad-desk-illustration (601, 1191, 821, 1321)
awami-story (474, 4, 588, 229)
story-text: চাঁপাইনবাবগঞ্জে আম বোর্ড গঠনের দাবি জানিয়েছেন স্থানীয় আম চাষি ও ব্যবসায়ীরা। আমের রাজধানী খ্যাত এ জেলায় আম সংরক্ষণ ও রপ্তানির সুবিধা বাড়ানোর দাবিতে মতবিনিময় সভায় তারা এ দাবি জানান। (474, 425, 588, 454)
chapai-crime-headline: চাঁপাইনবাবগঞ্জে অপরাধ চক্রের মূল হোতাসহ গ্রেফতার ৪ (352, 1004, 470, 1026)
imprint-line-2: ঢাকা হতে প্রকাশিত। ফোন : ০২২২৩৩৪৭২৩, মোবাইল : ০১৭১১-৮৬৮৮৮৮, বার্তা বিভাগ : ০১৫৫৬-১৮০৩৮৫, বিজ্ঞাপন : ০১৭১১-২৭৩২৮০, বগুড়া অফিস : (সার্কুলেশন ও বিজ্ঞাপন) ০১৯৩০-২৫১৫০০, ই-মেইল: darpannews16@gmail.com (176, 1422, 770, 1429)
story-text: বগুড়ায় দিনব্যাপী প্রাণিসম্পদ প্রদর্শনী অনুষ্ঠিত হয়েছে। প্রাণিসম্পদ সেবা সপ্তাহ উপলক্ষে জেলা প্রাণিসম্পদ কার্যালয় এ প্রদর্শনীর আয়োজন করে। প্রধান অতিথি হিসেবে উপস্থিত ছিলেন জেলা প্রশাসক। (6, 404, 136, 440)
ferry-body-a: রাজবাড়ী প্রতিনিধি • দৌলতদিয়া-পাটুরিয়া নৌরুটে পদ্মা নদীতে ডুবোচরের কারণে ফেরি চলাচল ব্যাহত হচ্ছে। এতে দুই পাড়ে যানবাহনের দীর্ঘ সারি তৈরি হয়েছে এবং যাত্রীরা চরম ভোগান্তিতে পড়েছেন। (480, 1052, 554, 1103)
byline: রংপুর ব্যুরো (474, 718, 503, 724)
story-text: বৈশ্বিক জলবায়ু পরিবর্তনের কারণে সমুদ্রপৃষ্ঠের উচ্চতা বৃদ্ধি পাচ্ছে। এতে দেশের প্রধান সমুদ্র বন্দরগুলো ঝুঁকির মুখে পড়ছে বলে মনে করছেন বিশেষজ্ঞরা। তারা বন্দরের অবকাঠামো উন্নয়নে দীর্ঘমেয়াদি পরিকল্পনা গ্রহণের আহ্বান জানান। (122, 770, 274, 799)
faridpur-label (600, 20, 700, 36)
mango-kicker: স্বেচ্ছাসেবকদের মতবিনিময় (496, 350, 566, 358)
story-text: বগুড়ায় দিনব্যাপী প্রাণিসম্পদ প্রদর্শনী অনুষ্ঠিত হয়েছে। প্রাণিসম্পদ সেবা সপ্তাহ উপলক্ষে জেলা প্রাণিসম্পদ কার্যালয় এ প্রদর্শনীর আয়োজন করে। প্রধান অতিথি হিসেবে উপস্থিত ছিলেন জেলা প্রশাসক। (6, 382, 136, 411)
porsha-body: পোরশা (নওগাঁ) প্রতিনিধি • নওগাঁর পোরশা উপজেলায় দুই আদিবাসী শিশুকে উদ্ধার করেছে পুলিশ। শিশু দুটিকে পরিবারের কাছে হস্তান্তর করা হয়েছে। নওগাঁর পোরশা উপজেলায় দুই আদিবাসী শিশুকে উদ্ধার করেছে পুলিশ। শিশু দুটিকে পরিবারের কাছে হস্তান্তর করা হয়েছে। নওগাঁর পোরশা উপজেলায় দুই আদিবাসী শিশুকে উদ্ধার করেছে পুলিশ। শিশু দুটিকে পরিবারের কাছে হস্তান্তর করা হয়েছে। » পৃষ্ঠা ১১ কলাম ১ (6, 625, 118, 691)
byline: বগুড়া অফিস (644, 633, 674, 640)
story-text: শেরপুরে বিদেশি বিটল পোকা চাষ করে সাফল্য পেয়েছেন এক যুবক। মাছ ও মুরগির খাবার হিসেবে এ পোকার চাহিদা বাড়ছে। স্বল্প খরচে লাভজনক হওয়ায় অনেকেই এখন এ চাষে আগ্রহী হচ্ছেন। (6, 1220, 115, 1256)
container-port-icon (122, 666, 274, 766)
rab-bogura-story (346, 1176, 476, 1336)
section-label: ফরিদপুর (606, 23, 633, 32)
byline: বরগুনা প্রতিনিধি (592, 510, 631, 516)
workshop-photo (368, 818, 664, 978)
continue-marker: » (121, 217, 128, 224)
continue-marker: » (731, 670, 737, 677)
date-bar (0, 0, 470, 14)
byline: ঠাকুরগাঁও প্রতিনিধি (790, 1041, 832, 1047)
faridpur-photo (598, 40, 938, 220)
byline: দীপনগরী প্রতিনিধি (758, 724, 802, 730)
birds-body: বরগুনা প্রতিনিধি • বরগুনার বিভিন্ন উপজেলার বাগানে দেওয়া ফলের সুরক্ষা জালে আটকে মারা পড়ছে উপকারী পাখি। পরিবেশবিদরা এ ব্যাপারে সচেতনতা বাড়ানোর আহ্বান জানিয়েছেন। বরগুনার বিভিন্ন উপজেলার বাগানে দেওয়া ফলের সুরক্ষা জালে আটকে মারা পড়ছে উপকারী পাখি। পরিবেশবিদরা এ ব্যাপারে সচেতনতা বাড়ানোর আহ্বান জানিয়েছেন। » পৃষ্ঠা ১১ কলাম ১ (592, 510, 772, 546)
net-birds-icon (592, 350, 772, 482)
imprint-line-1: ভারপ্রাপ্ত সম্পাদক : নাসরিন হায়দার, প্রকাশক : মোহাম্মদ হক কর্তৃক ন্যাশনাল প্রিন্টিং প্রেস ১৬৭ ইনার সার্কুলার রোড (আরামবাগ) মতিঝিল ঢাকা-১০০০ ও ন্যাশনাল প্রিন্টিং প্রেস শিল্প নগরী বিসিক বগুড়া থেকে মুদ্রিত। ৪ সেগুনবাগিচা, সন্তান টাওয়ার (182, 1410, 764, 1417)
continue-marker: » (25, 433, 31, 440)
byline: রফিকুল হাসান ফিরোজ, রাজশাহী ব্যুরো (668, 885, 756, 891)
port-photo (122, 666, 274, 766)
divider (474, 813, 940, 814)
story-text: বগুড়ায় র‌্যাবের অভিযানে ইয়াবাসহ তিনজনকে গ্রেফতার করা হয়েছে। গ্রেফতারকৃতদের বিরুদ্ধে মাদক আইনে মামলা দায়ের করা হয়েছে। (346, 1202, 476, 1223)
wedding-body: দীপনগরী প্রতিনিধি • গ্রামীণ বিয়ের অনুষ্ঠানে এক সময় গাওয়া হতো ঐতিহ্যবাহী বিয়ের গীত। কালের বিবর্তনে সেই গীত হারিয়ে যেতে বসেছে। গ্রামীণ বিয়ের অনুষ্ঠানে এক সময় গাওয়া হতো ঐতিহ্যবাহী বিয়ের গীত। কালের বিবর্তনে সেই গীত হারিয়ে যেতে বসেছে। » পৃষ্ঠা ১১ কলাম ১ (758, 724, 940, 753)
lead-headline: জ্বালানিতে ভর্তুকি চান ব্যবসায়ীরা (9, 128, 463, 168)
chapai-crime-body: চাঁপাইনবাবগঞ্জ প্রতিনিধি • চাঁপাইনবাবগঞ্জে অপরাধ চক্রের মূল হোতাসহ চারজনকে গ্রেফতার করেছে পুলিশ। তাদের কাছ থেকে দেশীয় অস্ত্র ও মাদক উদ্ধার করা হয়েছে। চাঁপাইনবাবগঞ্জে অপরাধ চক্রের মূল হোতাসহ চারজনকে গ্রেফতার করেছে পুলিশ। তাদের কাছ থেকে দেশীয় অস্ত্র ও মাদক উদ্ধার করা হয়েছে। » পৃষ্ঠা ১১ কলাম ৩ (346, 1030, 476, 1074)
bogura-press-story (778, 350, 938, 590)
byline: বগুড়া অফিস (346, 1202, 378, 1208)
rajshahi-subhead: অভিযুক্তদের বহিষ্কারের অঙ্গীকার করে সুর পাল্টালেন ছাত্রলীগ নেতা রাসিক (701, 873, 907, 881)
accident-sign (6, 843, 68, 901)
mango-body: চাঁপাইনবাবগঞ্জ প্রতিনিধি • চাঁপাইনবাবগঞ্জে আম বোর্ড গঠনের দাবি জানিয়েছেন স্থানীয় আম চাষি ও ব্যবসায়ীরা। আমের রাজধানী খ্যাত এ জেলায় আম সংরক্ষণ ও রপ্তানির সুবিধা বাড়ানোর দাবিতে মতবিনিময় সভায় তারা এ দাবি জানান। চাঁপাইনবাবগঞ্জে আম বোর্ড গঠনের দাবি জানিয়েছেন স্থানীয় আম চাষি ও ব্যবসায়ীরা। আমের রাজধানী খ্যাত এ জেলায় আম সংরক্ষণ ও রপ্তানির সুবিধা বাড়ানোর দাবিতে মতবিনিময় সভায় তারা এ দাবি জানান। » পৃষ্ঠা ১১ কলাম ৫ (474, 388, 588, 461)
story-text: রংপুরের বাজারে আগাম রসালো তরমুজ উঠতে শুরু করেছে। তবে দাম চড়া হওয়ায় সাধারণ ক্রেতারা কিনতে পারছেন না। ব্যবসায়ীরা জানান, সরবরাহ বাড়লে দাম কমবে। (474, 718, 555, 762)
ad-web-link[interactable]: www.bhorerdarpan.com (498, 1360, 577, 1368)
photo-caption: বগুড়ায় প্রাণিসম্পদ ও ডেইরী উন্নয়ন প্রকল্পের আওতায় বগুড়ায় দিনব্যাপী প্রাণিসম্পদ প্রদর্শনীর উদ্বোধনী অনুষ্ঠানে প্রধান অতিথির বক্তব্য রাখেন বগুড়া-৫ আসনের সংসদ সদস্য হাবিবুর রহমান (140, 568, 459, 581)
continue-marker: » (636, 740, 640, 747)
continue-marker: » (540, 76, 546, 83)
divider (474, 345, 940, 346)
